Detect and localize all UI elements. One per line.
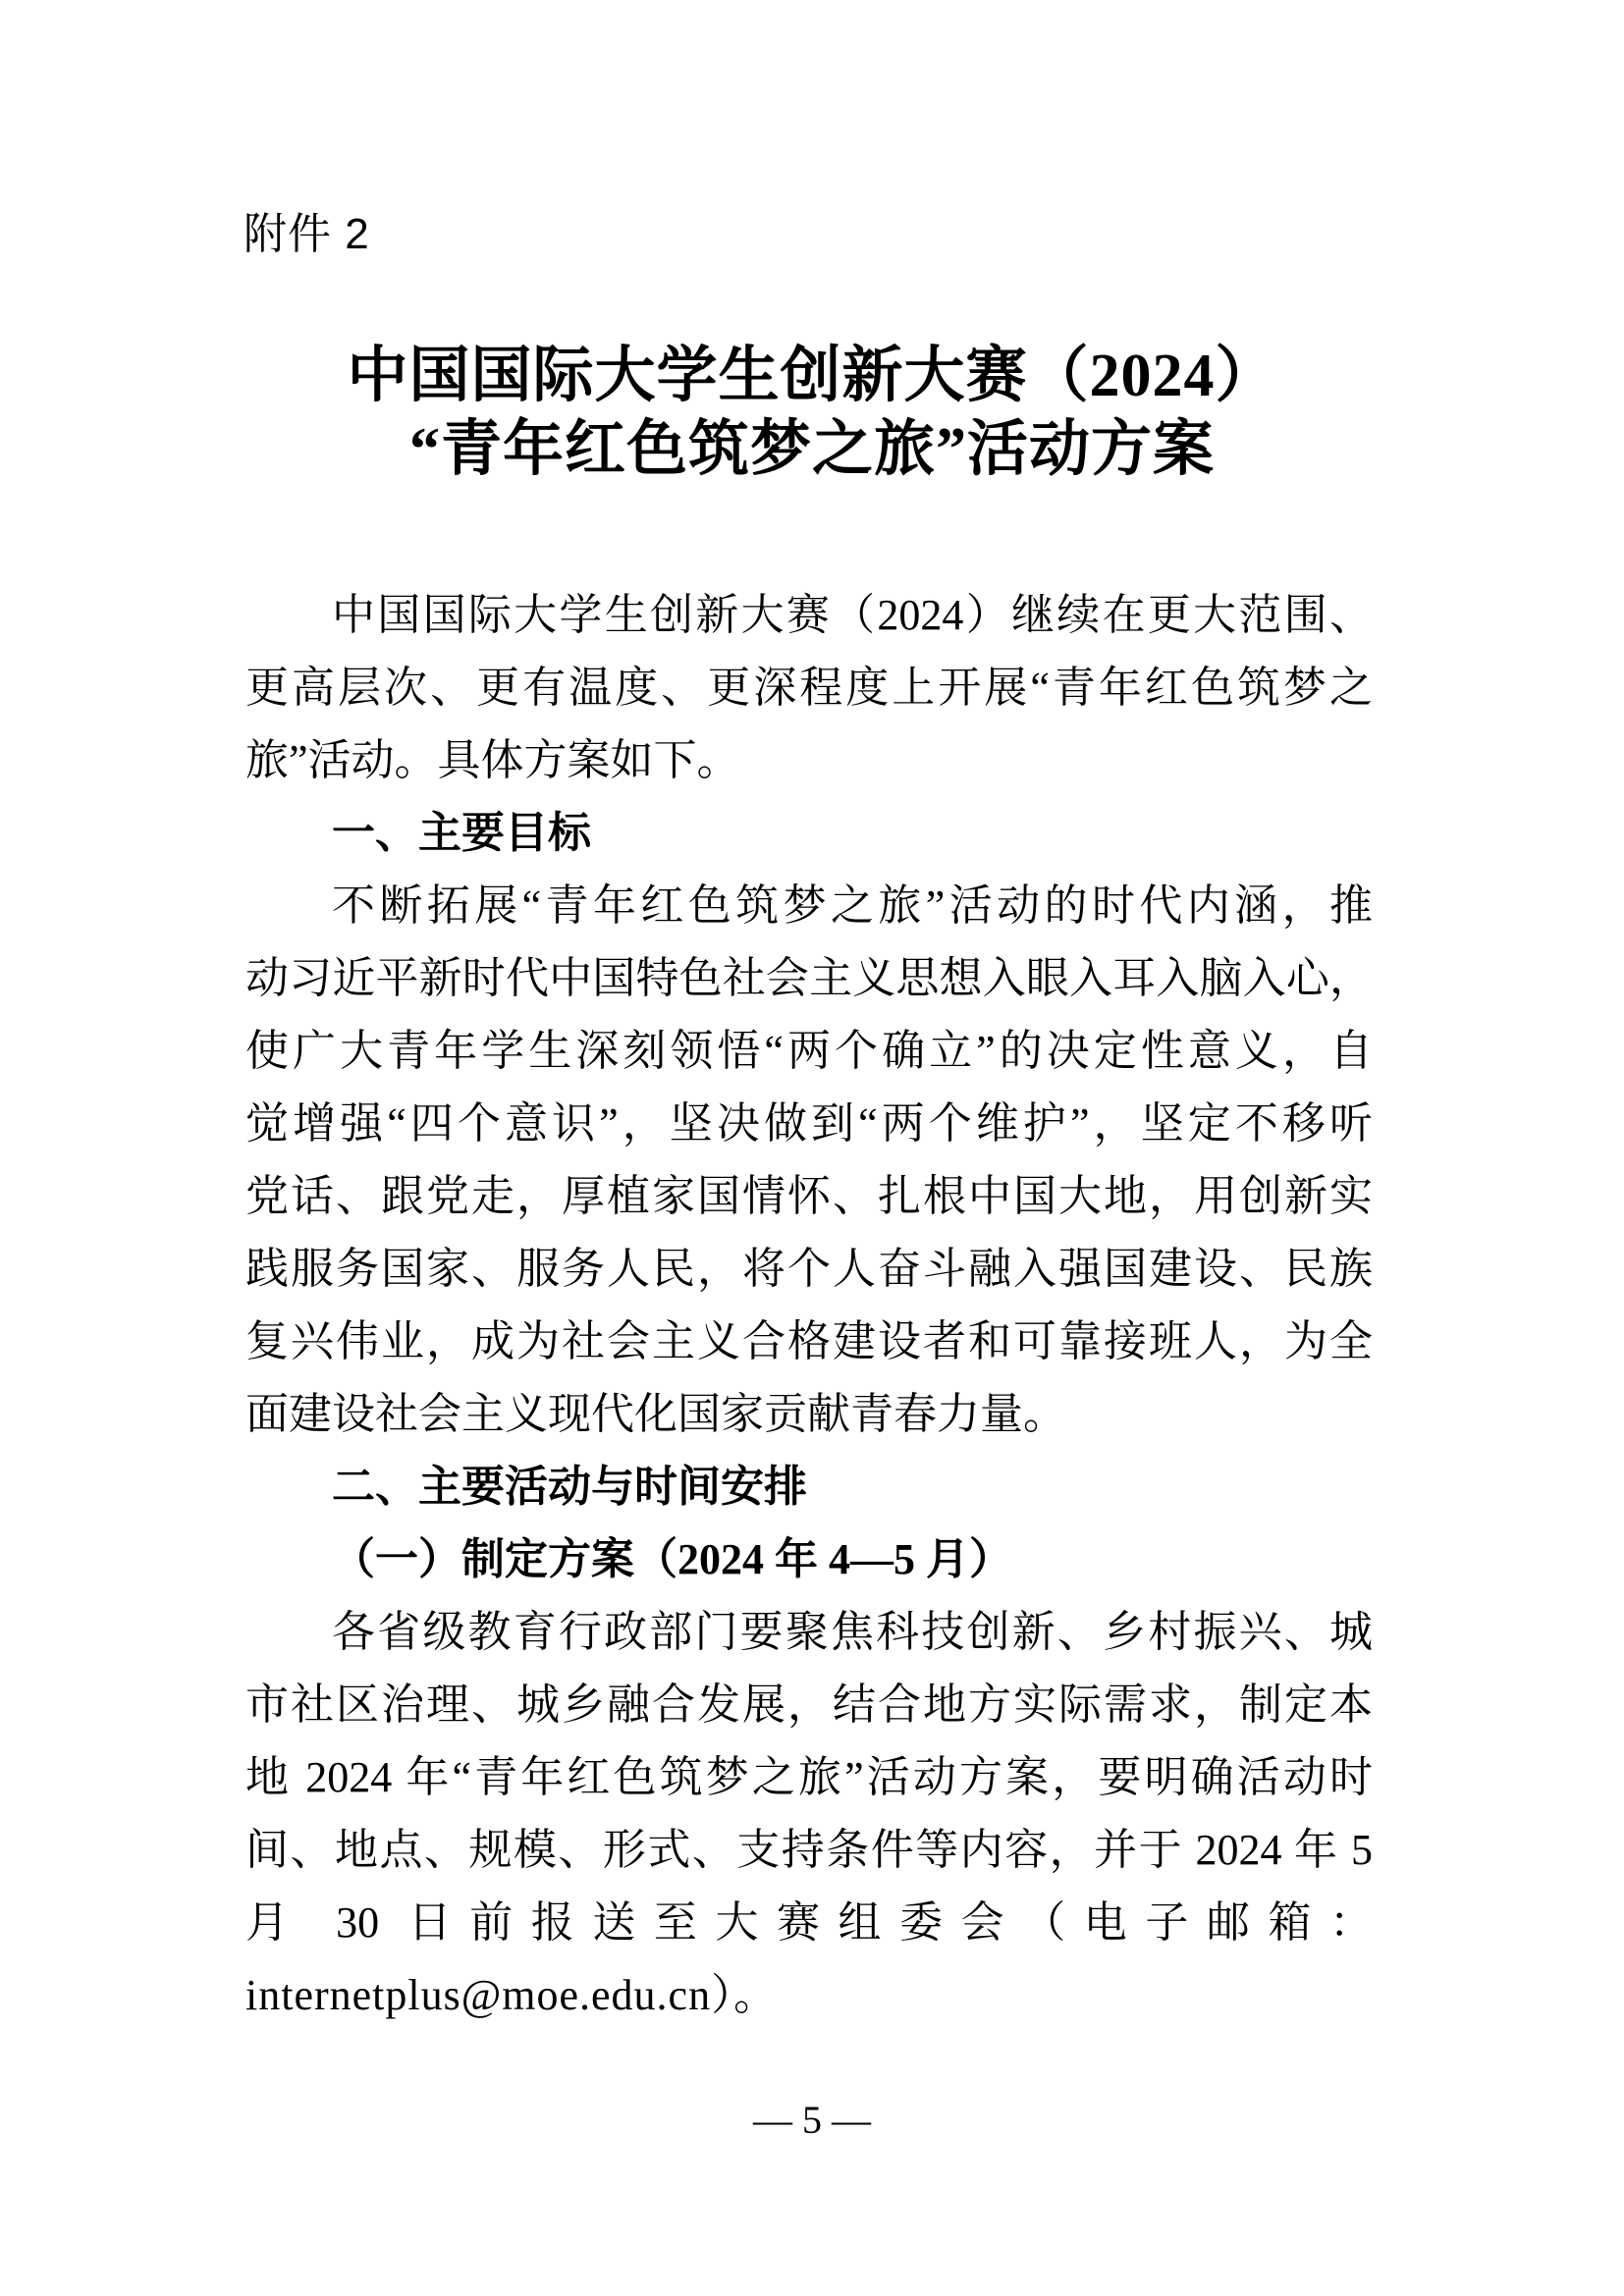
document-title-line-2: “青年红色筑梦之旅”活动方案	[408, 416, 1215, 483]
body-text-line: 面建设社会主义现代化国家贡献青春力量。	[245, 1390, 1066, 1438]
email-line: internetplus@moe.edu.cn）。	[245, 1971, 779, 2019]
body-text-line: 不断拓展“青年红色筑梦之旅”活动的时代内涵，推	[332, 881, 1373, 930]
body-text-line: 地 2024 年“青年红色筑梦之旅”活动方案，要明确活动时	[245, 1753, 1373, 1801]
body-text-line: 各省级教育行政部门要聚焦科技创新、乡村振兴、城	[332, 1608, 1373, 1656]
section-heading: 二、主要活动与时间安排	[332, 1463, 807, 1511]
document-body	[245, 579, 1373, 2032]
document-title	[0, 340, 1624, 487]
document-title-line-1: 中国国际大学生创新大赛（2024）	[347, 343, 1277, 409]
body-text-line: 月 30 日前报送至大赛组委会（电子邮箱：	[245, 1898, 1373, 1947]
body-text-line: 旅”活动。具体方案如下。	[245, 736, 740, 784]
body-text-line: 市社区治理、城乡融合发展，结合地方实际需求，制定本	[245, 1681, 1373, 1729]
body-text-line: 动习近平新时代中国特色社会主义思想入眼入耳入脑入心，	[245, 954, 1373, 1002]
section-heading: 一、主要目标	[332, 809, 591, 857]
body-text-line: 觉增强“四个意识”，坚决做到“两个维护”，坚定不移听	[245, 1099, 1373, 1148]
body-text-line: 更高层次、更有温度、更深程度上开展“青年红色筑梦之	[245, 664, 1373, 712]
body-text-line: 使广大青年学生深刻领悟“两个确立”的决定性意义，自	[245, 1027, 1373, 1075]
body-text-line: 间、地点、规模、形式、支持条件等内容，并于 2024 年 5	[245, 1826, 1373, 1874]
attachment-label: 附件 2	[244, 210, 370, 258]
subsection-heading: （一）制定方案（2024 年 4—5 月）	[332, 1535, 1012, 1583]
page-number: — 5 —	[753, 2098, 871, 2142]
body-text-line: 党话、跟党走，厚植家国情怀、扎根中国大地，用创新实	[245, 1172, 1373, 1220]
body-text-line: 践服务国家、服务人民，将个人奋斗融入强国建设、民族	[245, 1245, 1373, 1293]
body-text-line: 复兴伟业，成为社会主义合格建设者和可靠接班人，为全	[245, 1317, 1373, 1365]
body-text-line: 中国国际大学生创新大赛（2024）继续在更大范围、	[332, 591, 1373, 639]
